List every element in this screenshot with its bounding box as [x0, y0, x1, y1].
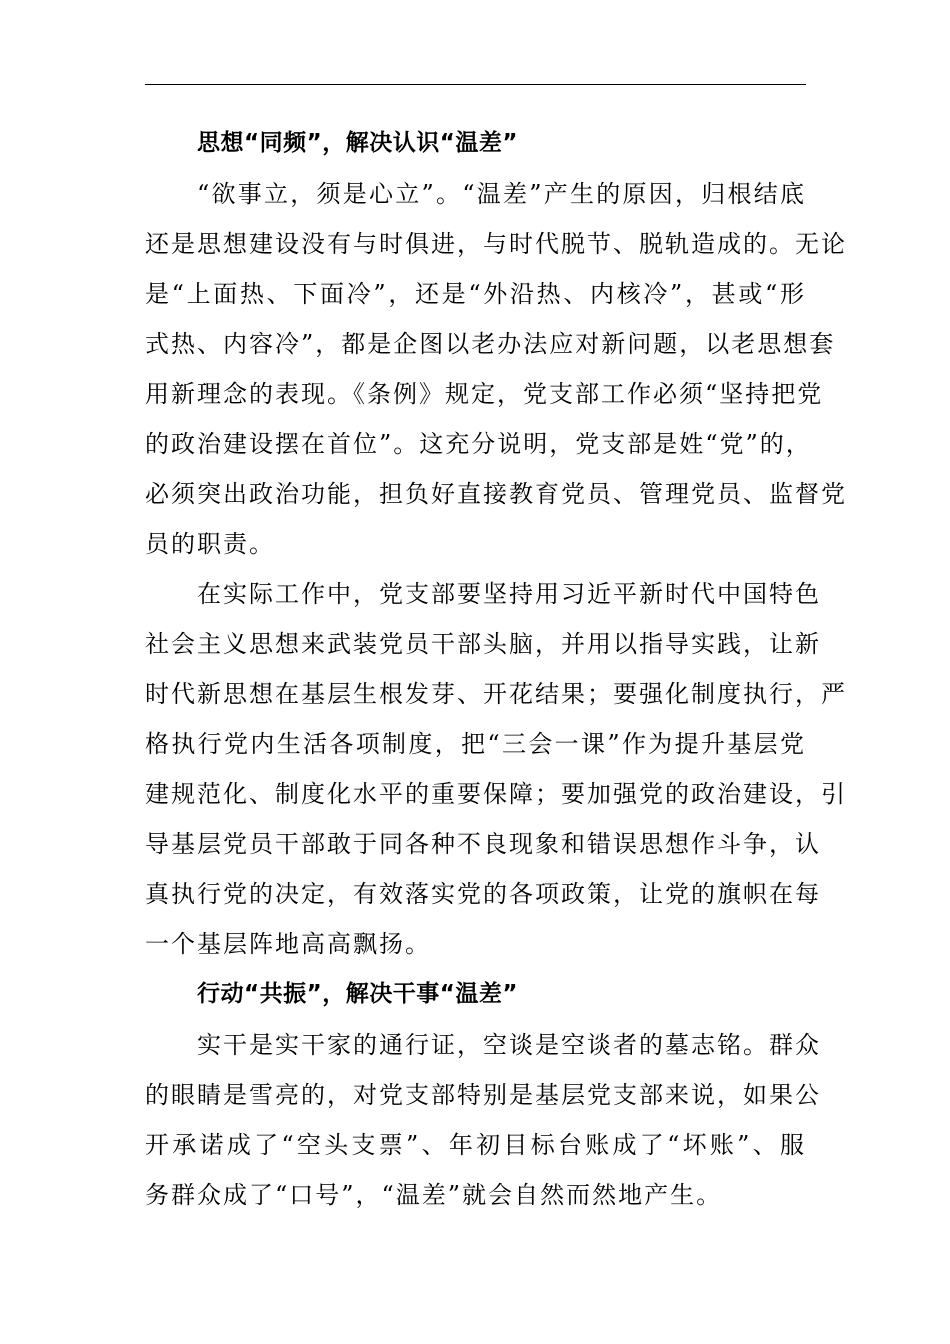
text-line: 用新理念的表现。《条例》规定，党支部工作必须“坚持把党: [145, 380, 824, 408]
text-line: 格执行党内生活各项制度，把“三会一课”作为提升基层党: [145, 730, 806, 758]
text-line: “欲事立，须是心立”。“温差”产生的原因，归根结底: [197, 180, 806, 208]
section-heading: 行动“共振”，解决干事“温差”: [197, 981, 518, 1007]
text-line: 的政治建设摆在首位”。这充分说明，党支部是姓“党”的，: [145, 430, 812, 458]
text-line: 导基层党员干部敢于同各种不良现象和错误思想作斗争，认: [145, 830, 821, 858]
paragraph: [145, 169, 847, 569]
text-line: 必须突出政治功能，担负好直接教育党员、管理党员、监督党: [145, 480, 847, 508]
header-rule: [145, 84, 806, 85]
text-line: 真执行党的决定，有效落实党的各项政策，让党的旗帜在每: [145, 880, 821, 908]
text-line: 时代新思想在基层生根发芽、开花结果；要强化制度执行，严: [145, 680, 847, 708]
text-line: 建规范化、制度化水平的重要保障；要加强党的政治建设，引: [145, 780, 847, 808]
paragraph: [145, 1020, 821, 1220]
text-line: 的眼睛是雪亮的，对党支部特别是基层党支部来说，如果公: [145, 1081, 821, 1109]
text-line: 开承诺成了“空头支票”、年初目标台账成了“坏账”、服: [145, 1131, 806, 1159]
text-line: 在实际工作中，党支部要坚持用习近平新时代中国特色: [197, 580, 821, 608]
text-line: 式热、内容冷”，都是企图以老办法应对新问题，以老思想套: [145, 330, 836, 358]
text-line: 员的职责。: [145, 530, 275, 558]
section-heading: 思想“同频”，解决认识“温差”: [197, 130, 518, 156]
text-line: 一个基层阵地高高飘扬。: [145, 930, 431, 958]
text-line: 社会主义思想来武装党员干部头脑，并用以指导实践，让新: [145, 630, 821, 658]
text-line: 实干是实干家的通行证，空谈是空谈者的墓志铭。群众: [197, 1031, 821, 1059]
text-line: 还是思想建设没有与时俱进，与时代脱节、脱轨造成的。无论: [145, 230, 847, 258]
paragraph: [145, 569, 847, 969]
text-line: 是“上面热、下面冷”，还是“外沿热、内核冷”，甚或“形: [145, 280, 806, 308]
text-line: 务群众成了“口号”，“温差”就会自然而然地产生。: [145, 1181, 723, 1209]
document-body: [145, 118, 847, 1220]
